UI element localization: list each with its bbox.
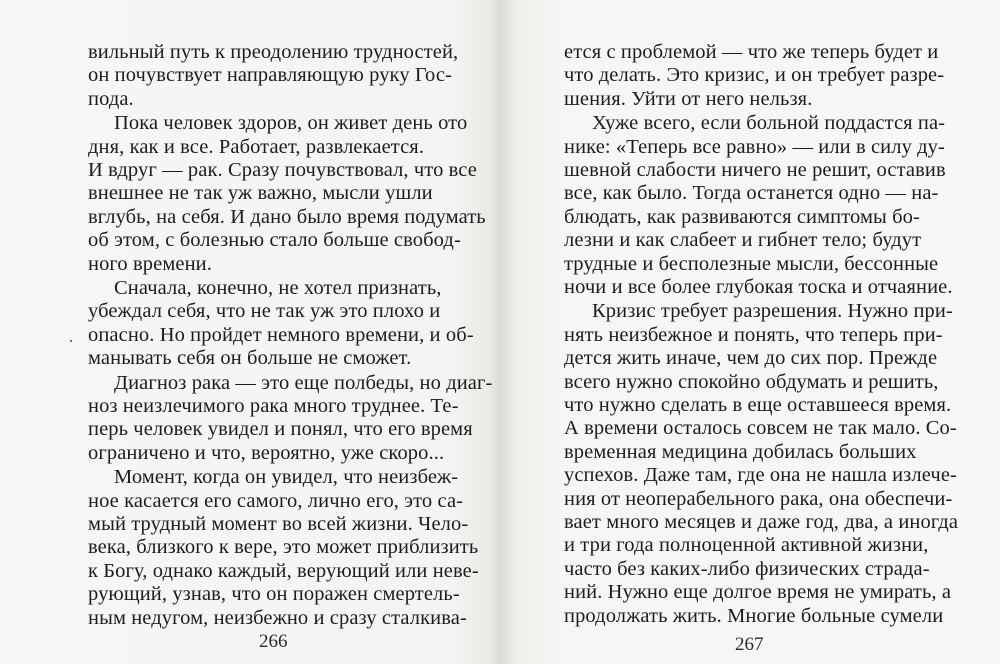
- text-line: мый трудный момент во всей жизни. Чело-: [88, 513, 469, 535]
- right-page: [506, 0, 1000, 664]
- text-line: дется жить иначе, чем до сих пор. Прежде: [564, 347, 938, 370]
- text-line: вильный путь к преодолению трудностей,: [88, 41, 459, 63]
- text-line: убеждал себя, что не так уж это плохо и: [88, 300, 441, 323]
- paragraph-start-line: Кризис требует разрешения. Нужно при-: [592, 300, 953, 323]
- text-line: вает много месяцев и даже год, два, а иногда: [564, 511, 959, 533]
- text-line: А времени осталось совсем не так мало. Со-: [564, 417, 957, 440]
- text-line: к Богу, однако каждый, верующий или неве-: [88, 559, 479, 582]
- page-number: 266: [259, 631, 288, 652]
- text-line: вглубь, на себя. И дано было время подумать: [88, 205, 486, 228]
- text-line: И вдруг — рак. Сразу почувствовал, что все: [88, 159, 477, 181]
- text-line: дня, как и все. Работает, развлекается.: [88, 135, 425, 158]
- text-line: часто без каких-либо физических страда-: [564, 557, 930, 580]
- text-line: шения. Уйти от него нельзя.: [564, 87, 813, 110]
- text-line: и три года полноценной активной жизни,: [564, 534, 929, 557]
- text-line: ное касается его самого, лично его, это са-: [88, 489, 464, 512]
- paragraph-start-line: Хуже всего, если больной поддастся па-: [592, 112, 946, 135]
- text-line: успехов. Даже там, где она не нашла излече-: [564, 464, 957, 487]
- text-line: манывать себя он больше не сможет.: [88, 347, 412, 370]
- text-line: ется с проблемой — что же теперь будет и: [564, 41, 939, 63]
- text-line: продолжать жить. Многие больные сумели: [564, 604, 944, 627]
- text-line: внешнее не так уж важно, мысли ушли: [88, 182, 433, 205]
- text-line: ным недугом, неизбежно и сразу сталкива-: [88, 606, 467, 629]
- scan-speck: [70, 340, 72, 342]
- text-line: пода.: [88, 87, 134, 110]
- text-line: трудные и бесполезные мысли, бессонные: [564, 252, 939, 275]
- paragraph-start-line: Момент, когда он увидел, что неизбеж-: [114, 466, 459, 489]
- text-line: все, как было. Тогда останется одно — на-: [564, 182, 939, 205]
- text-line: ограничено и что, вероятно, уже скоро...: [88, 441, 445, 464]
- text-line: ноз неизлечимого рака много труднее. Те-: [88, 395, 459, 417]
- text-line: ния от неоперабельного рака, она обеспечи-: [564, 487, 953, 510]
- text-line: об этом, с болезнью стало больше свобод-: [88, 229, 461, 252]
- page-number: 267: [735, 634, 764, 655]
- text-line: лезни и как слабеет и гибнет тело; будут: [564, 229, 922, 252]
- text-line: он почувствует направляющую руку Гос-: [88, 64, 453, 87]
- text-line: перь человек увидел и понял, что его время: [88, 418, 473, 441]
- text-line: нике: «Теперь все равно» — или в силу ду-: [564, 135, 945, 158]
- text-line: опасно. Но пройдет немного времени, и об-: [88, 323, 474, 346]
- text-line: ного времени.: [88, 252, 212, 275]
- text-line: рующий, узнав, что он поражен смертель-: [88, 583, 460, 606]
- text-line: всего нужно спокойно обдумать и решить,: [564, 370, 939, 393]
- text-line: ночи и все более глубокая тоска и отчаяние.: [564, 276, 953, 298]
- text-line: века, близкого к вере, это может приблизить: [88, 536, 479, 559]
- paragraph-start-line: Диагноз рака — это еще полбеды, но диаг-: [114, 371, 493, 394]
- text-line: ний. Нужно еще долгое время не умирать, а: [564, 581, 952, 604]
- text-line: блюдать, как развиваются симптомы бо-: [564, 205, 920, 228]
- text-line: что делать. Это кризис, и он требует разре-: [564, 64, 945, 87]
- text-line: шевной слабости ничего не решит, оставив: [564, 159, 946, 181]
- text-line: нять неизбежное и понять, что теперь при-: [564, 323, 943, 346]
- paragraph-start-line: Сначала, конечно, не хотел признать,: [114, 277, 442, 299]
- paragraph-start-line: Пока человек здоров, он живет день ото: [114, 112, 468, 135]
- text-line: что нужно сделать в еще оставшееся время.: [564, 394, 952, 416]
- text-line: временная медицина добилась больших: [564, 440, 917, 463]
